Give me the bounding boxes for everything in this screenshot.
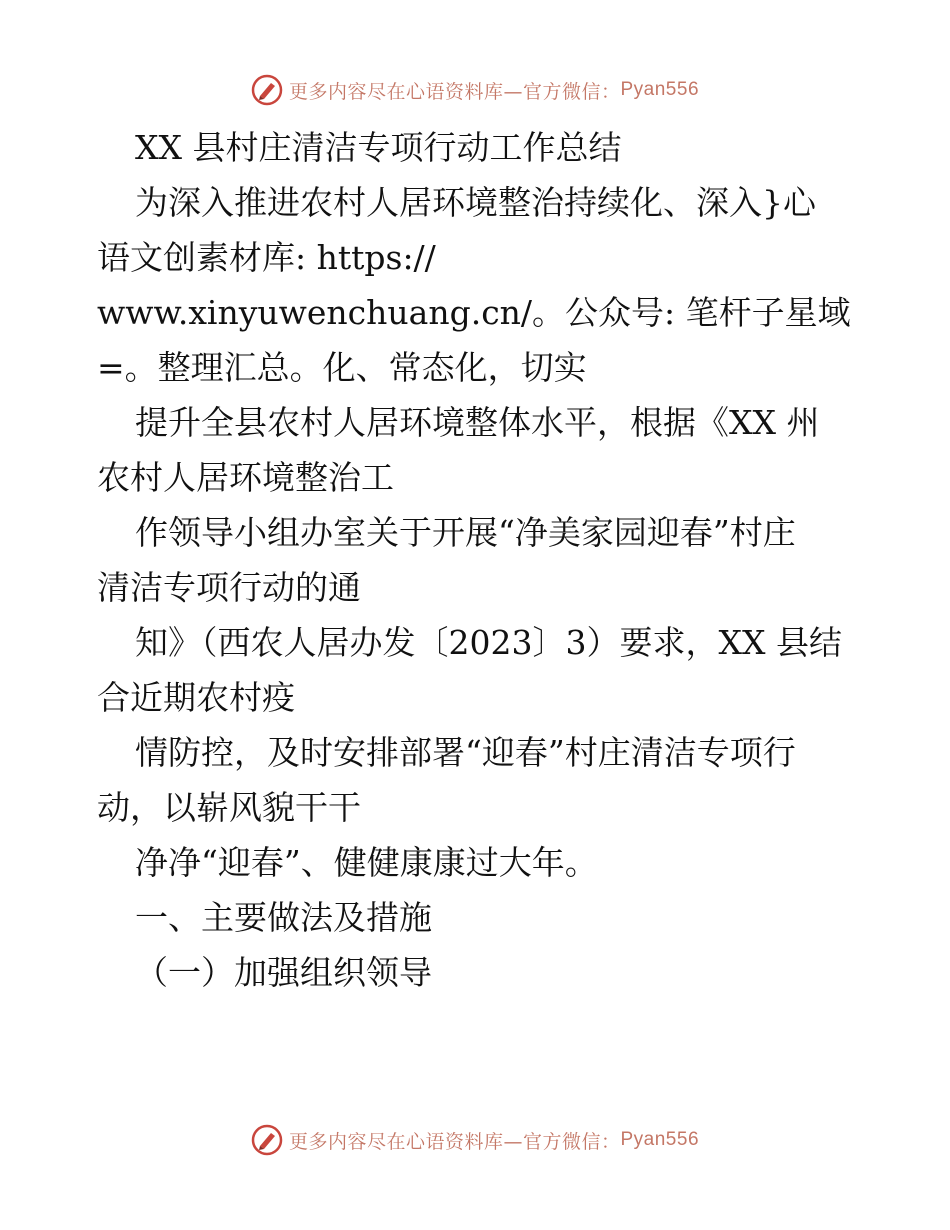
pen-logo-icon: [251, 1124, 283, 1156]
footer-watermark: [0, 1118, 950, 1162]
paragraph-line: 提升全县农村人居环境整体水平，根据《XX 州: [135, 403, 820, 442]
subsection-heading: （一）加强组织领导: [135, 953, 432, 992]
paragraph-line: 作领导小组办室关于开展“净美家园迎春”村庄: [135, 513, 796, 552]
section-heading: 一、主要做法及措施: [135, 898, 432, 937]
paragraph-line: 为深入推进农村人居环境整治持续化、深入}心: [135, 183, 816, 222]
pen-logo-icon: [251, 74, 283, 106]
paragraph-line: 知》（西农人居办发〔2023〕3）要求，XX 县结: [135, 623, 842, 662]
paragraph-line: 清洁专项行动的通: [97, 568, 361, 607]
paragraph-line: www.xinyuwenchuang.cn/。公众号: 笔杆子星域: [97, 293, 851, 332]
paragraph-line: 农村人居环境整治工: [97, 458, 394, 497]
paragraph-line: =。整理汇总。化、常态化，切实: [97, 348, 587, 387]
document-title: XX 县村庄清洁专项行动工作总结: [135, 128, 622, 167]
watermark-wechat-id: Pyan556: [620, 1129, 700, 1150]
paragraph-line: 语文创素材库: https://: [97, 238, 436, 277]
watermark-wechat-id: Pyan556: [620, 79, 700, 100]
paragraph-line: 情防控，及时安排部署“迎春”村庄清洁专项行: [135, 733, 796, 772]
document-body: [97, 120, 857, 1000]
watermark-text: 更多内容尽在心语资料库—官方微信：: [288, 1130, 621, 1153]
paragraph-line: 动，以崭风貌干干: [97, 788, 361, 827]
paragraph-line: 净净“迎春”、健健康康过大年。: [135, 843, 598, 882]
header-watermark: [0, 68, 950, 112]
paragraph-line: 合近期农村疫: [97, 678, 295, 717]
watermark-text: 更多内容尽在心语资料库—官方微信：: [288, 80, 621, 103]
